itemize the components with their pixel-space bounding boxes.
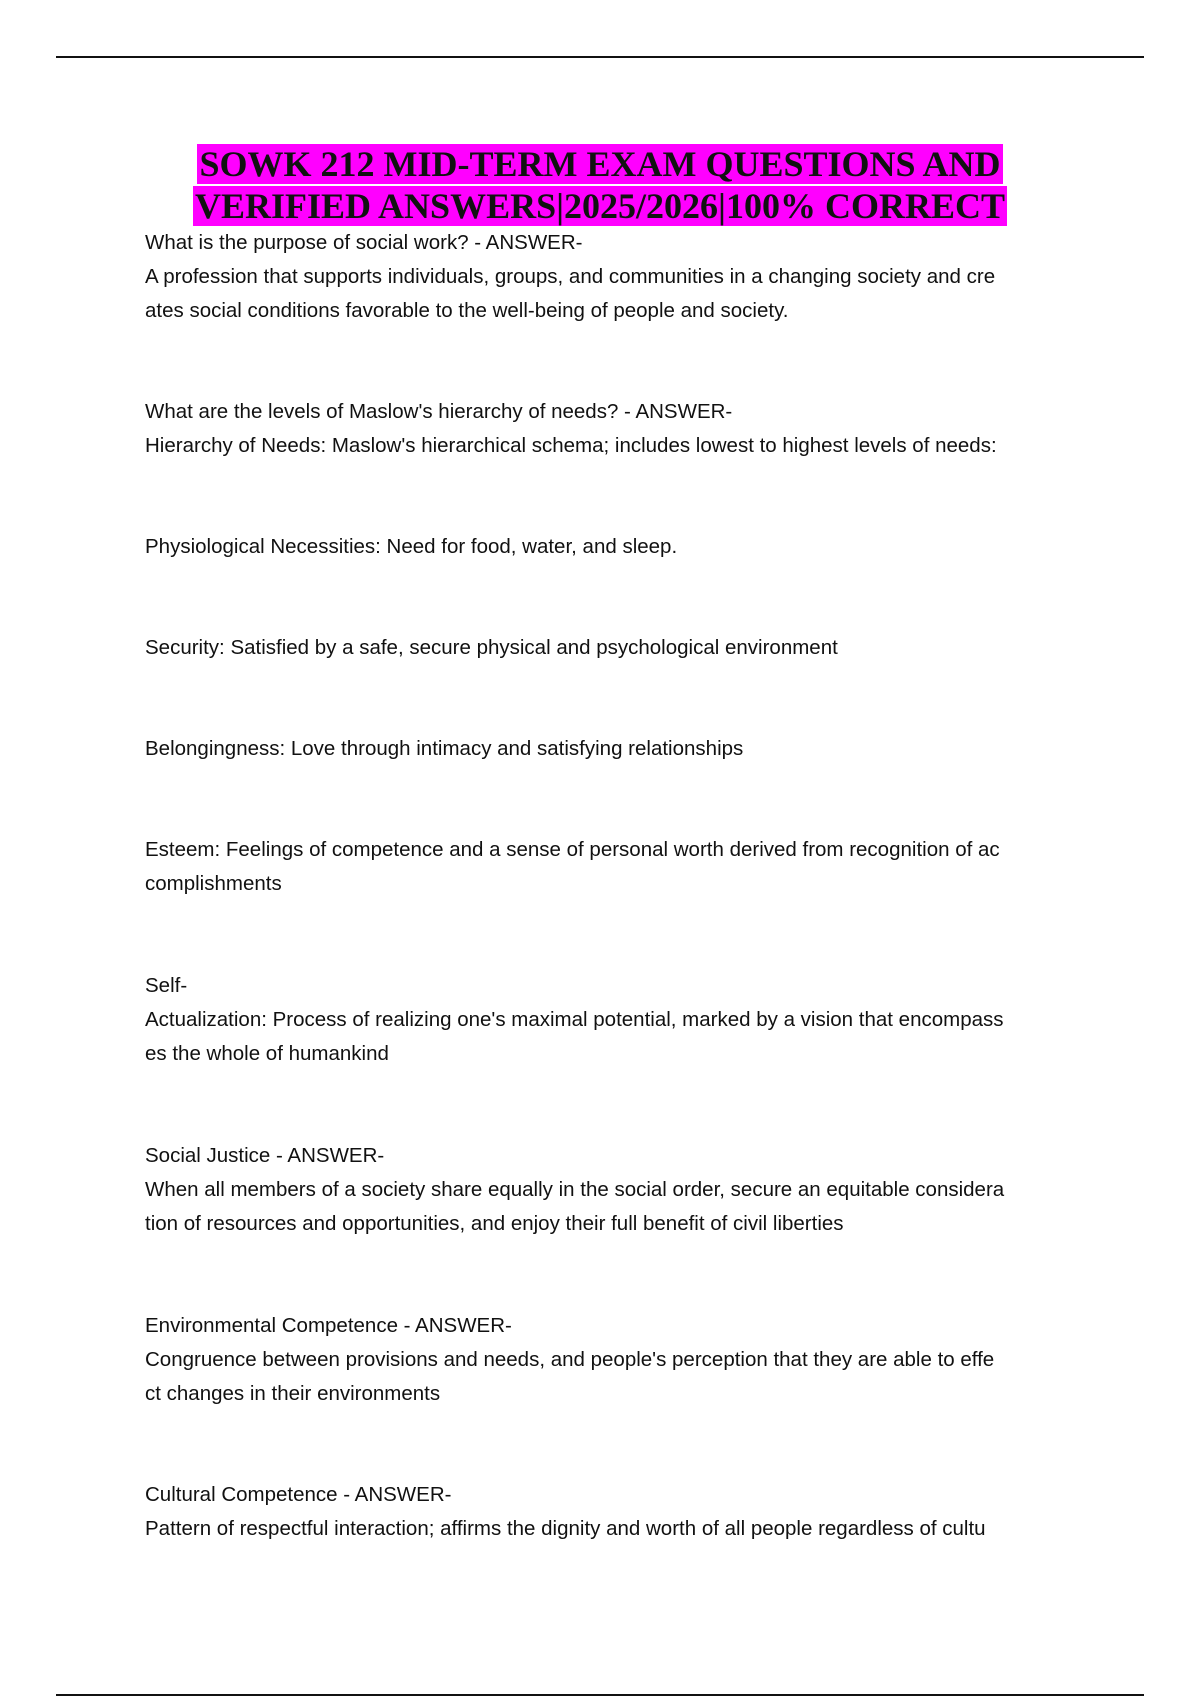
answer-line: complishments <box>145 872 282 895</box>
qa-block-maslow <box>145 395 1065 463</box>
answer-line: Self- <box>145 974 188 997</box>
answer-line: Belongingness: Love through intimacy and satisfying relationships <box>145 737 744 760</box>
qa-block-environmental-competence <box>145 1309 1065 1411</box>
bottom-rule <box>56 1694 1144 1696</box>
answer-line: Physiological Necessities: Need for food, water, and sleep. <box>145 535 678 558</box>
question-line: What are the levels of Maslow's hierarchy of needs? - ANSWER- <box>145 400 733 423</box>
answer-line: Actualization: Process of realizing one's maximal potential, marked by a vision that encompass <box>145 1008 1004 1031</box>
title-line-1: SOWK 212 MID-TERM EXAM QUESTIONS AND <box>199 144 1001 184</box>
answer-line: Security: Satisfied by a safe, secure physical and psychological environment <box>145 636 838 659</box>
qa-block-cultural-competence <box>145 1478 1065 1546</box>
answer-line: When all members of a society share equally in the social order, secure an equitable considera <box>145 1178 1005 1201</box>
answer-line: tion of resources and opportunities, and enjoy their full benefit of civil liberties <box>145 1212 844 1235</box>
question-line: Environmental Competence - ANSWER- <box>145 1314 512 1337</box>
question-line: What is the purpose of social work? - ANSWER- <box>145 231 583 254</box>
title-line-2: VERIFIED ANSWERS|2025/2026|100% CORRECT <box>195 186 1005 226</box>
maslow-level-belongingness <box>145 732 1065 766</box>
answer-line: Hierarchy of Needs: Maslow's hierarchical schema; includes lowest to highest levels of needs: <box>145 434 997 457</box>
answer-line: ates social conditions favorable to the well-being of people and society. <box>145 299 789 322</box>
qa-block-social-justice <box>145 1139 1065 1241</box>
answer-line: Pattern of respectful interaction; affirms the dignity and worth of all people regardless of cultu <box>145 1517 986 1540</box>
answer-line: Congruence between provisions and needs, and people's perception that they are able to effe <box>145 1348 995 1371</box>
qa-block-purpose <box>145 226 1065 328</box>
answer-line: es the whole of humankind <box>145 1042 389 1065</box>
document-title <box>0 143 1200 227</box>
answer-line: Esteem: Feelings of competence and a sense of personal worth derived from recognition of ac <box>145 838 1000 861</box>
maslow-level-esteem <box>145 833 1065 901</box>
question-line: Cultural Competence - ANSWER- <box>145 1483 452 1506</box>
maslow-level-security <box>145 631 1065 665</box>
answer-line: A profession that supports individuals, groups, and communities in a changing society and cre <box>145 265 996 288</box>
question-line: Social Justice - ANSWER- <box>145 1144 385 1167</box>
maslow-level-self-actualization <box>145 969 1065 1071</box>
top-rule <box>56 56 1144 58</box>
answer-line: ct changes in their environments <box>145 1382 441 1405</box>
maslow-level-physiological <box>145 530 1065 564</box>
